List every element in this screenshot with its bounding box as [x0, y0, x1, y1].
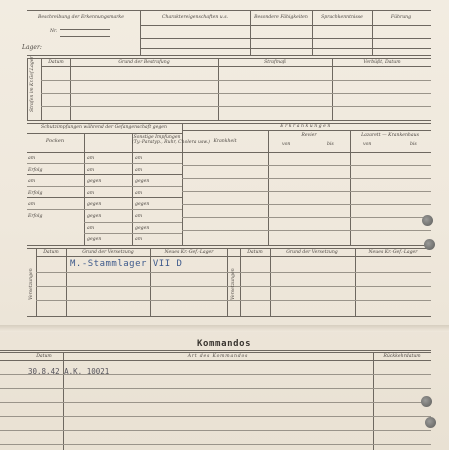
nr-field: [60, 29, 110, 37]
punch-hole: [425, 417, 436, 428]
sonstige-line1: Sonstige Impfungen: [133, 135, 181, 140]
krankheit-header: Krankheit: [213, 139, 237, 144]
mid-row-6: gegen: [87, 214, 102, 219]
sonst-row-3: gegen: [135, 179, 150, 184]
mid-row-2: am: [87, 168, 95, 173]
pocken-row-erfolg-1: Erfolg: [28, 168, 43, 173]
pocken-row-am-3: am: [28, 202, 36, 207]
revier-header: Revier: [301, 133, 317, 138]
vers-neues-right: Neues Kr.-Gef.-Lager: [368, 250, 418, 255]
mid-row-7: am: [87, 226, 95, 231]
vers-grund-right: Grund der Versetzung: [286, 250, 338, 255]
sonst-row-5: gegen: [135, 202, 150, 207]
sonst-row-1: am: [135, 156, 143, 161]
mid-row-4: am: [87, 191, 95, 196]
conduct-header: Führung: [390, 15, 412, 20]
versetzungen-side-right: Versetzungen: [231, 268, 236, 300]
card-fold: [0, 325, 449, 332]
pocken-row-erfolg-2: Erfolg: [28, 191, 43, 196]
erkrankungen-title: Erkrankungen: [280, 124, 332, 129]
strafen-strafmass-header: Strafmaß: [264, 60, 286, 65]
kommandos-heading: Kommandos: [197, 339, 252, 349]
sonst-row-6: am: [135, 214, 143, 219]
nr-label: Nr.: [50, 29, 58, 34]
sonstige-line2: (Ty.-Paratyp., Ruhr, Cholera usw.): [132, 140, 210, 146]
vers-datum-right: Datum: [247, 250, 263, 255]
recognition-label: Beschreibung der Erkennungsmarke: [38, 15, 124, 20]
strafen-datum-header: Datum: [48, 60, 64, 65]
vers-datum-left: Datum: [43, 250, 59, 255]
punch-hole: [422, 215, 433, 226]
vers-neues-left: Neues Kr.-Gef.-Lager: [164, 250, 214, 255]
pocken-row-am-2: am: [28, 179, 36, 184]
mid-row-8: gegen: [87, 237, 102, 242]
mid-row-1: am: [87, 156, 95, 161]
sonst-row-7: gegen: [135, 226, 150, 231]
lager-label: Lager:: [22, 44, 42, 51]
punch-hole: [424, 239, 435, 250]
lazarett-header: Lazarett — Krankenhaus: [361, 133, 419, 138]
sonstige-header: [132, 135, 210, 146]
sonst-row-4: am: [135, 191, 143, 196]
vers-grund-left: Grund der Versetzung: [82, 250, 134, 255]
stammlager-stamp: M.-Stammlager VII D: [70, 259, 183, 269]
mid-row-5: gegen: [87, 202, 102, 207]
strafen-verbuesst-header: Verbüßt, Datum: [363, 60, 401, 65]
languages-header: Sprachkenntnisse: [321, 15, 363, 20]
strafen-side-label: Strafen im Kr.Gef.Lager: [30, 56, 35, 112]
punch-hole: [421, 396, 432, 407]
pocken-row-am-1: am: [28, 156, 36, 161]
strafen-grund-header: Grund der Bestrafung: [118, 60, 170, 65]
skills-header: Besondere Fähigkeiten: [254, 15, 308, 20]
lazarett-von: von: [363, 142, 372, 147]
sonst-row-2: am: [135, 168, 143, 173]
sonst-row-8: am: [135, 237, 143, 242]
kommando-entry: 30.8.42 A.K. 10021: [28, 367, 110, 376]
revier-bis: bis: [327, 142, 334, 147]
kommandos-rueckkehr-header: Rückkehrdatum: [383, 354, 421, 359]
impfungen-title: Schutzimpfungen während der Gefangenschaft gegen: [41, 125, 167, 130]
kommandos-datum-header: Datum: [36, 354, 52, 359]
revier-von: von: [282, 142, 291, 147]
characteristics-header: Charaktereigenschaften u.s.: [161, 15, 229, 20]
lazarett-bis: bis: [410, 142, 417, 147]
versetzungen-side-left: Versetzungen: [29, 268, 34, 300]
kommandos-art-header: Art des Kommandos: [187, 354, 249, 359]
mid-row-3: gegen: [87, 179, 102, 184]
pocken-row-erfolg-3: Erfolg: [28, 214, 43, 219]
pocken-header: Pocken: [45, 138, 65, 144]
